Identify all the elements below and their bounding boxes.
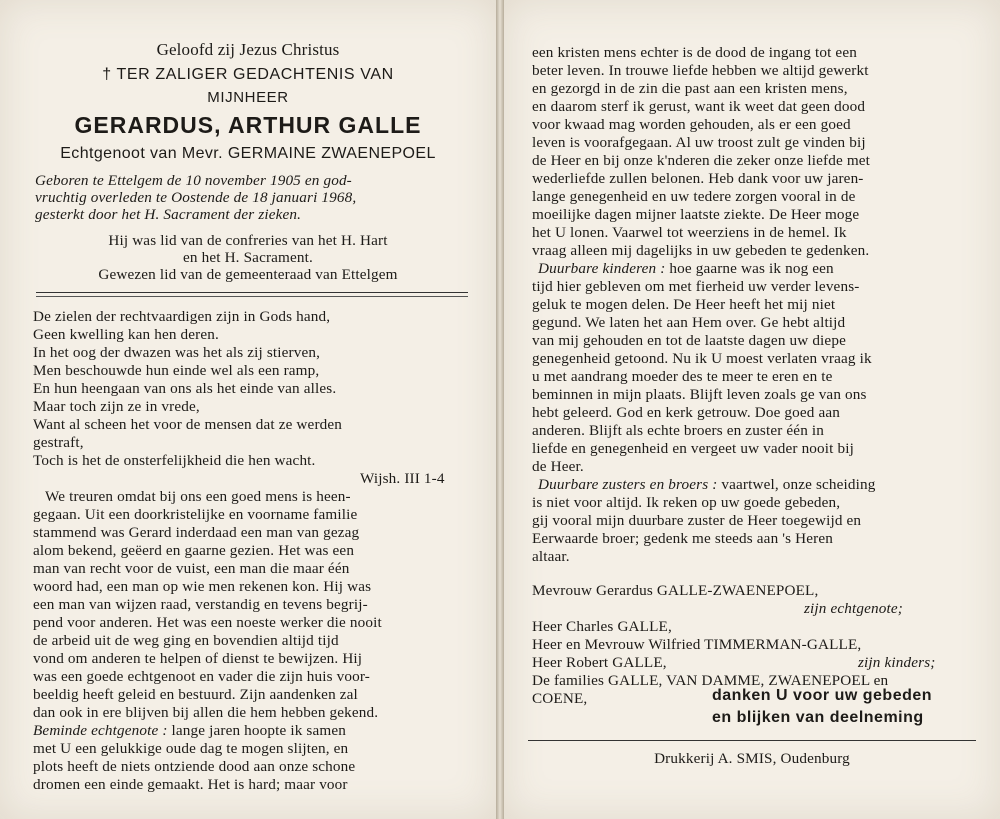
body-line: geluk te mogen delen. De Heer heeft het mij niet [532, 296, 836, 313]
psalm-line: Geen kwelling kan hen deren. [33, 326, 219, 343]
thanks-line: danken U voor uw gebeden [712, 687, 933, 704]
children-address-text: hoe gaarne was ik nog een [665, 260, 834, 277]
body-line: wederliefde zullen belonen. Heb dank voor uw jaren- [532, 170, 864, 187]
spouse-address-line: met U een gelukkige oude dag te mogen slijten, en [33, 740, 349, 757]
divider [36, 292, 468, 293]
body-line: en daarom sterf ik gerust, want ik weet dat geen dood [532, 98, 866, 115]
family-children-role: zijn kinders; [858, 654, 936, 671]
divider [36, 296, 468, 297]
body-line: Eerwaarde broer; gedenk me steeds aan 's Heren [532, 530, 834, 547]
body-line: u met aandrang moeder des te meer te eren en te [532, 368, 833, 385]
body-line: voor kwaad mag worden gehouden, als er een goed [532, 116, 851, 133]
body-line: is niet voor altijd. Ik reken op uw goede gebeden, [532, 494, 841, 511]
body-line: vraag alleen mij dagelijks in uw gebeden te gedenken. [532, 242, 870, 259]
body-line: liefde en genegenheid en vergeet uw vader nooit bij [532, 440, 854, 457]
birth-death-line: gesterkt door het H. Sacrament der zieken. [35, 206, 302, 223]
body-line: beminnen in mijn plaats. Blijft leven zoals ge van ons [532, 386, 867, 403]
spouse-address-text: lange jaren hoopte ik samen [167, 722, 346, 739]
birth-death-line: vruchtig overleden te Oostende de 18 januari 1968, [35, 189, 357, 206]
children-address-label: Duurbare kinderen : [538, 260, 666, 277]
deceased-name: GERARDUS, ARTHUR GALLE [74, 112, 422, 138]
membership-line: Hij was lid van de confreries van het H. Hart [108, 232, 388, 249]
spouse-line: Echtgenoot van Mevr. GERMAINE ZWAENEPOEL [60, 145, 436, 162]
body-line: leven is voorafgegaan. Al uw troost zult ge vinden bij [532, 134, 866, 151]
right-page [504, 0, 1000, 819]
body-line: de arbeid uit de weg ging en bovendien altijd tijd [33, 632, 339, 649]
membership-line: Gewezen lid van de gemeenteraad van Ettelgem [98, 266, 398, 283]
printer-line: Drukkerij A. SMIS, Oudenburg [654, 750, 850, 767]
body-line: gegund. We laten het aan Hem over. Ge hebt altijd [532, 314, 846, 331]
psalm-line: En hun heengaan van ons als het einde van alles. [33, 380, 337, 397]
body-line: gij vooral mijn duurbare zuster de Heer toegewijd en [532, 512, 862, 529]
family-child: Heer en Mevrouw Wilfried TIMMERMAN-GALLE, [532, 636, 862, 653]
spouse-address-line: dromen een einde gemaakt. Het is hard; maar voor [33, 776, 348, 793]
family-line: De families GALLE, VAN DAMME, ZWAENEPOEL en [532, 672, 889, 689]
psalm-line: Maar toch zijn ze in vrede, [33, 398, 200, 415]
psalm-line: Toch is het de onsterfelijkheid die hen wacht. [33, 452, 316, 469]
body-line: het U lonen. Vaarwel tot weerziens in de hemel. Ik [532, 224, 847, 241]
body-line: moeilijke dagen mijner laatste ziekte. De Heer moge [532, 206, 860, 223]
spouse-address-label: Beminde echtgenote : [33, 722, 168, 739]
body-line: dan ook in ere blijven bij allen die hem hebben gekend. [33, 704, 379, 721]
body-line: en gezorgd in de zin die past aan een kristen mens, [532, 80, 848, 97]
body-line: de Heer en bij onze k'nderen die zeker onze liefde met [532, 152, 871, 169]
siblings-address-text: vaartwel, onze scheiding [717, 476, 876, 493]
family-widow: Mevrouw Gerardus GALLE-ZWAENEPOEL, [532, 582, 819, 599]
body-line: tijd hier gebleven om met fierheid uw verder levens- [532, 278, 860, 295]
body-line: de Heer. [532, 458, 584, 475]
body-line: man van recht voor de vuist, een man die maar één [33, 560, 350, 577]
psalm-reference: Wijsh. III 1-4 [360, 470, 445, 487]
siblings-address-label: Duurbare zusters en broers : [538, 476, 718, 493]
title-word: MIJNHEER [207, 89, 289, 106]
psalm-line: Want al scheen het voor de mensen dat ze werden [33, 416, 343, 433]
children-address-line [538, 260, 834, 277]
family-child: Heer Charles GALLE, [532, 618, 672, 635]
body-line: gegaan. Uit een doorkristelijke en voorname familie [33, 506, 358, 523]
body-line: hebt geleerd. God en kerk getrouw. Doe goed aan [532, 404, 841, 421]
psalm-line: gestraft, [33, 434, 84, 451]
body-line: pend voor anderen. Het was een noeste werker die nooit [33, 614, 382, 631]
body-line: van mij gehouden en tot de laatste dagen uw diepe [532, 332, 846, 349]
body-line: een kristen mens echter is de dood de ingang tot een [532, 44, 857, 61]
praise-line: Geloofd zij Jezus Christus [156, 40, 340, 59]
body-line: We treuren omdat bij ons een goed mens is heen- [45, 488, 351, 505]
siblings-address-line [538, 476, 876, 493]
body-line: genegenheid getoond. Nu ik U moest verlaten vraag ik [532, 350, 872, 367]
body-line: altaar. [532, 548, 570, 565]
fold-gutter [496, 0, 504, 819]
body-line: woord had, een man op wie men rekenen kon. Hij was [33, 578, 372, 595]
body-line: een man van wijzen raad, verstandig en tevens begrij- [33, 596, 368, 613]
birth-death-line: Geboren te Ettelgem de 10 november 1905 en god- [35, 172, 352, 189]
memorial-line: † TER ZALIGER GEDACHTENIS VAN [102, 66, 394, 83]
divider [528, 740, 976, 741]
body-line: stammend was Gerard inderdaad een man van gezag [33, 524, 360, 541]
family-line: COENE, [532, 690, 588, 707]
psalm-line: De zielen der rechtvaardigen zijn in Gods hand, [33, 308, 331, 325]
family-widow-role: zijn echtgenote; [804, 600, 903, 617]
body-line: lange genegenheid en uw tedere zorgen vooral in de [532, 188, 856, 205]
body-line: anderen. Blijft als echte broers en zuster één in [532, 422, 824, 439]
spouse-address-line [33, 722, 346, 739]
body-line: vond om anderen te helpen of dienst te bewijzen. Hij [33, 650, 363, 667]
membership-line: en het H. Sacrament. [183, 249, 313, 266]
body-line: beter leven. In trouwe liefde hebben we altijd gewerkt [532, 62, 869, 79]
body-line: was een goede echtgenoot en vader die zijn huis voor- [33, 668, 371, 685]
left-page [0, 0, 496, 819]
psalm-line: Men beschouwde hun einde wel als een ramp, [33, 362, 320, 379]
family-child: Heer Robert GALLE, [532, 654, 667, 671]
thanks-line: en blijken van deelneming [712, 709, 924, 726]
body-line: beeldig heeft geleid en bestuurd. Zijn aandenken zal [33, 686, 358, 703]
psalm-line: In het oog der dwazen was het als zij stierven, [33, 344, 321, 361]
body-line: alom bekend, geëerd en gaarne gezien. Het was een [33, 542, 355, 559]
spouse-address-line: plots heeft de niets ontziende dood aan onze schone [33, 758, 356, 775]
